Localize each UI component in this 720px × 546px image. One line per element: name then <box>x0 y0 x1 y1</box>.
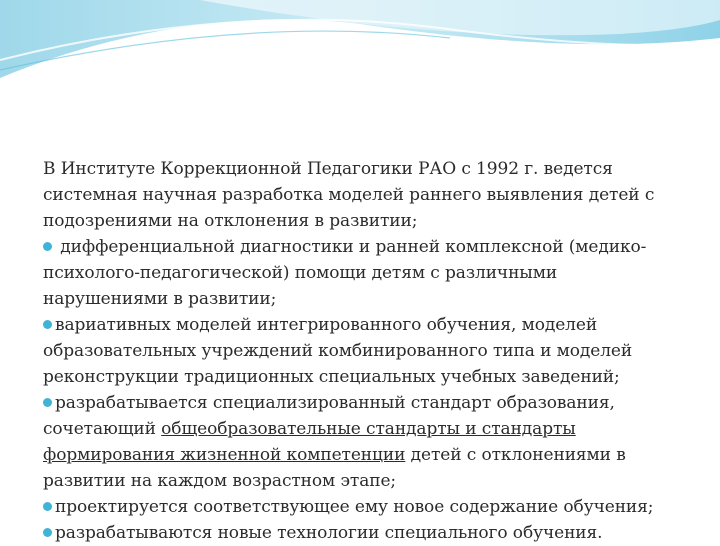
paragraph-text: детей с отклонениями в развитии на каждом возрастном этапе; <box>43 445 626 491</box>
bullet-paragraph <box>43 494 683 520</box>
bullet-dot-icon <box>43 320 52 329</box>
bullet-dot-icon <box>43 242 52 251</box>
paragraph-text: вариативных моделей интегрированного обучения, моделей образовательных учреждений комбинированного типа и моделей реконструкции традиционных специальных учебных заведений; <box>43 315 633 387</box>
underlined-text: общеобразовательные стандарты и стандарты формирования жизненной компетенции <box>43 419 576 465</box>
header-wave-decoration <box>0 0 720 90</box>
intro-paragraph <box>43 156 683 234</box>
bullet-paragraph <box>43 312 683 390</box>
bullet-dot-icon <box>43 398 52 407</box>
paragraph-text: В Институте Коррекционной Педагогики РАО с 1992 г. ведется системная научная разработка моделей раннего выявления детей с подозрениями на отклонения в развитии; <box>43 159 655 231</box>
body-text <box>43 156 683 546</box>
paragraph-text: проектируется соответствующее ему новое содержание обучения; <box>55 497 654 517</box>
bullet-paragraph <box>43 520 683 546</box>
paragraph-text: разрабатываются новые технологии специального обучения. <box>55 523 603 543</box>
bullet-dot-icon <box>43 502 52 511</box>
bullet-paragraph <box>43 390 683 494</box>
bullet-dot-icon <box>43 528 52 537</box>
bullet-paragraph <box>43 234 683 312</box>
paragraph-text: разрабатывается специализированный стандарт образования, сочетающий <box>43 393 615 439</box>
paragraph-text: дифференциальной диагностики и ранней комплексной (медико-психолого-педагогической) помощи детям с различными нарушениями в развитии; <box>43 237 647 309</box>
